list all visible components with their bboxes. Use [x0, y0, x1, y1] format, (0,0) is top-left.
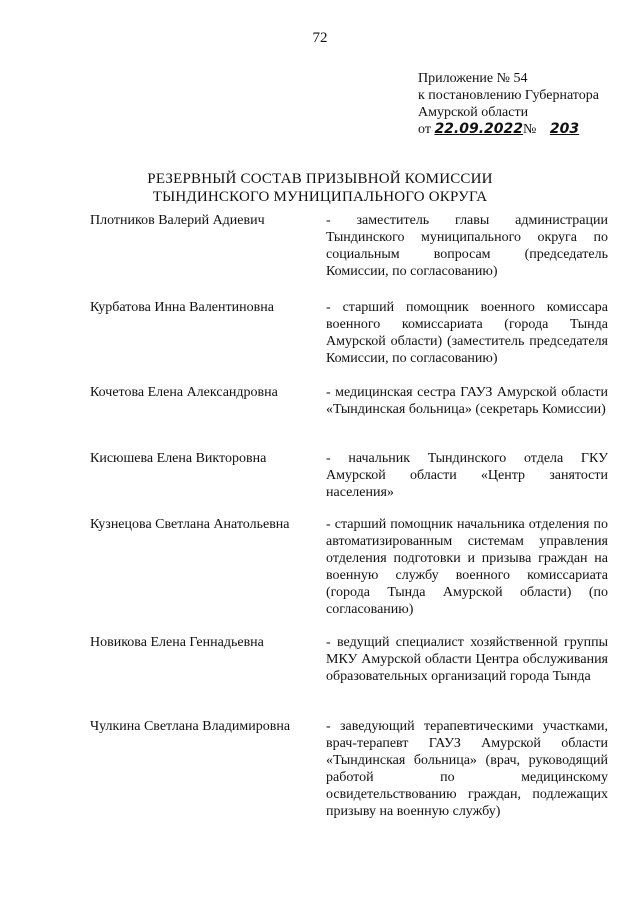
handwritten-date: 22.09.2022: [434, 121, 524, 137]
member-role: - старший помощник начальника отделения по автоматизированным системам управления отделения подготовки и призыва граждан на военную службу военного комиссариата (города Тында Амурской области) (по согласованию): [326, 517, 608, 617]
member-name: Кузнецова Светлана Анатольевна: [90, 517, 290, 532]
member-row: [90, 212, 608, 299]
members-list: [90, 212, 608, 820]
appendix-reference: к постановлению Губернатора: [418, 88, 599, 103]
appendix-block: [418, 70, 618, 138]
member-role: - старший помощник военного комиссара военного комиссариата (города Тында Амурской области) (заместитель председателя Комиссии, по согласованию): [326, 300, 608, 366]
member-name: Плотников Валерий Адиевич: [90, 213, 265, 228]
member-role: - заведующий терапевтическими участками, врач-терапевт ГАУЗ Амурской области «Тындинская больница» (врач, руководящий работой по медицинскому освидетельствованию граждан, подлежащих призыву на военную службу): [326, 719, 608, 819]
appendix-date-line: [418, 121, 618, 138]
page-number: 72: [312, 30, 328, 46]
member-row: [90, 718, 608, 820]
member-name: Курбатова Инна Валентиновна: [90, 300, 274, 315]
member-name: Кисюшева Елена Викторовна: [90, 451, 267, 466]
appendix-region: Амурской области: [418, 105, 529, 120]
member-role: - начальник Тындинского отдела ГКУ Амурской области «Центр занятости населения»: [326, 451, 608, 500]
member-row: [90, 299, 608, 384]
handwritten-number: 203: [549, 121, 580, 137]
member-row: [90, 450, 608, 516]
member-row: [90, 384, 608, 450]
member-name: Кочетова Елена Александровна: [90, 385, 278, 400]
member-row: [90, 634, 608, 718]
date-prefix: от: [418, 122, 431, 137]
appendix-title: Приложение № 54: [418, 71, 528, 86]
title-line-1: РЕЗЕРВНЫЙ СОСТАВ ПРИЗЫВНОЙ КОМИССИИ: [147, 171, 493, 187]
member-name: Новикова Елена Геннадьевна: [90, 635, 264, 650]
member-row: [90, 516, 608, 634]
member-role: - ведущий специалист хозяйственной группы МКУ Амурской области Центра обслуживания образовательных организаций города Тында: [326, 635, 608, 684]
number-prefix: №: [523, 122, 537, 137]
title-line-2: ТЫНДИНСКОГО МУНИЦИПАЛЬНОГО ОКРУГА: [152, 189, 488, 205]
member-name: Чулкина Светлана Владимировна: [90, 719, 291, 734]
member-role: - медицинская сестра ГАУЗ Амурской области «Тындинская больница» (секретарь Комиссии): [326, 385, 608, 417]
document-title: [0, 170, 640, 206]
member-role: - заместитель главы администрации Тындинского муниципального округа по социальным вопросам (председатель Комиссии, по согласованию): [326, 213, 608, 279]
